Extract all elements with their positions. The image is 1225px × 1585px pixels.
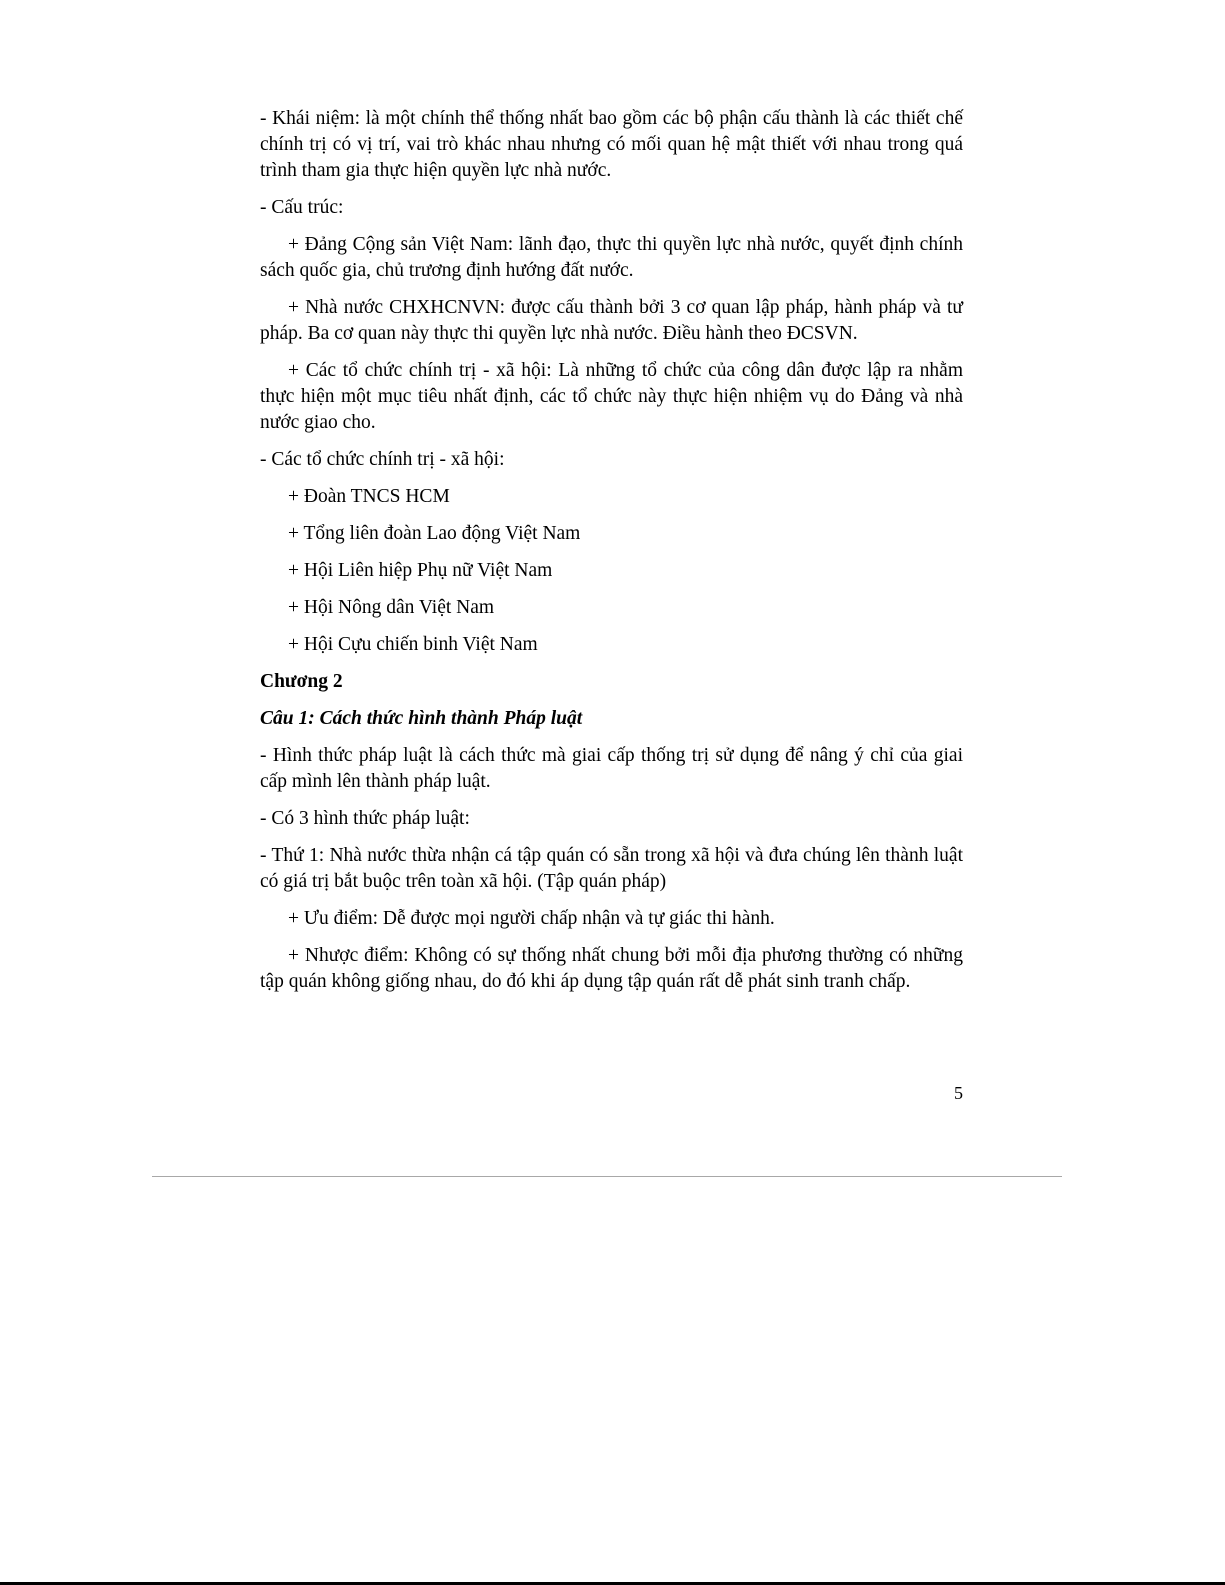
structure-item-state: + Nhà nước CHXHCNVN: được cấu thành bởi 3 cơ quan lập pháp, hành pháp và tư pháp. Ba cơ quan này thực thi quyền lực nhà nước. Điều hành theo ĐCSVN. bbox=[260, 297, 963, 344]
law-forms-heading: - Có 3 hình thức pháp luật: bbox=[260, 808, 470, 829]
law-form-definition: - Hình thức pháp luật là cách thức mà giai cấp thống trị sử dụng để nâng ý chỉ của giai cấp mình lên thành pháp luật. bbox=[260, 745, 963, 792]
structure-item-party: + Đảng Cộng sản Việt Nam: lãnh đạo, thực thi quyền lực nhà nước, quyết định chính sách quốc gia, chủ trương định hướng đất nước. bbox=[260, 234, 963, 281]
organization-item: + Đoàn TNCS HCM bbox=[288, 486, 450, 507]
document-body bbox=[260, 106, 963, 1006]
structure-heading: - Cấu trúc: bbox=[260, 197, 344, 218]
definition-paragraph: - Khái niệm: là một chính thể thống nhất bao gồm các bộ phận cấu thành là các thiết chế chính trị có vị trí, vai trò khác nhau nhưng có mối quan hệ mật thiết với nhau trong quá trình tham gia thực hiện quyền lực nhà nước. bbox=[260, 108, 963, 181]
page-number: 5 bbox=[954, 1083, 963, 1103]
disadvantage-item: + Nhược điểm: Không có sự thống nhất chung bởi mỗi địa phương thường có những tập quán không giống nhau, do đó khi áp dụng tập quán rất dễ phát sinh tranh chấp. bbox=[260, 945, 963, 992]
law-form-first: - Thứ 1: Nhà nước thừa nhận cá tập quán có sẵn trong xã hội và đưa chúng lên thành luật có giá trị bắt buộc trên toàn xã hội. (Tập quán pháp) bbox=[260, 845, 963, 892]
question-heading: Câu 1: Cách thức hình thành Pháp luật bbox=[260, 708, 583, 729]
advantage-item: + Ưu điểm: Dễ được mọi người chấp nhận và tự giác thi hành. bbox=[288, 908, 775, 929]
organization-item: + Hội Nông dân Việt Nam bbox=[288, 597, 495, 618]
page-divider bbox=[152, 1176, 1062, 1177]
organization-item: + Hội Cựu chiến binh Việt Nam bbox=[288, 634, 538, 655]
organizations-heading: - Các tổ chức chính trị - xã hội: bbox=[260, 449, 505, 470]
organization-item: + Tổng liên đoàn Lao động Việt Nam bbox=[288, 523, 581, 544]
chapter-heading: Chương 2 bbox=[260, 671, 343, 692]
organization-item: + Hội Liên hiệp Phụ nữ Việt Nam bbox=[288, 560, 553, 581]
structure-item-organizations: + Các tổ chức chính trị - xã hội: Là những tổ chức của công dân được lập ra nhằm thực hiện một mục tiêu nhất định, các tổ chức này thực hiện nhiệm vụ do Đảng và nhà nước giao cho. bbox=[260, 360, 963, 433]
